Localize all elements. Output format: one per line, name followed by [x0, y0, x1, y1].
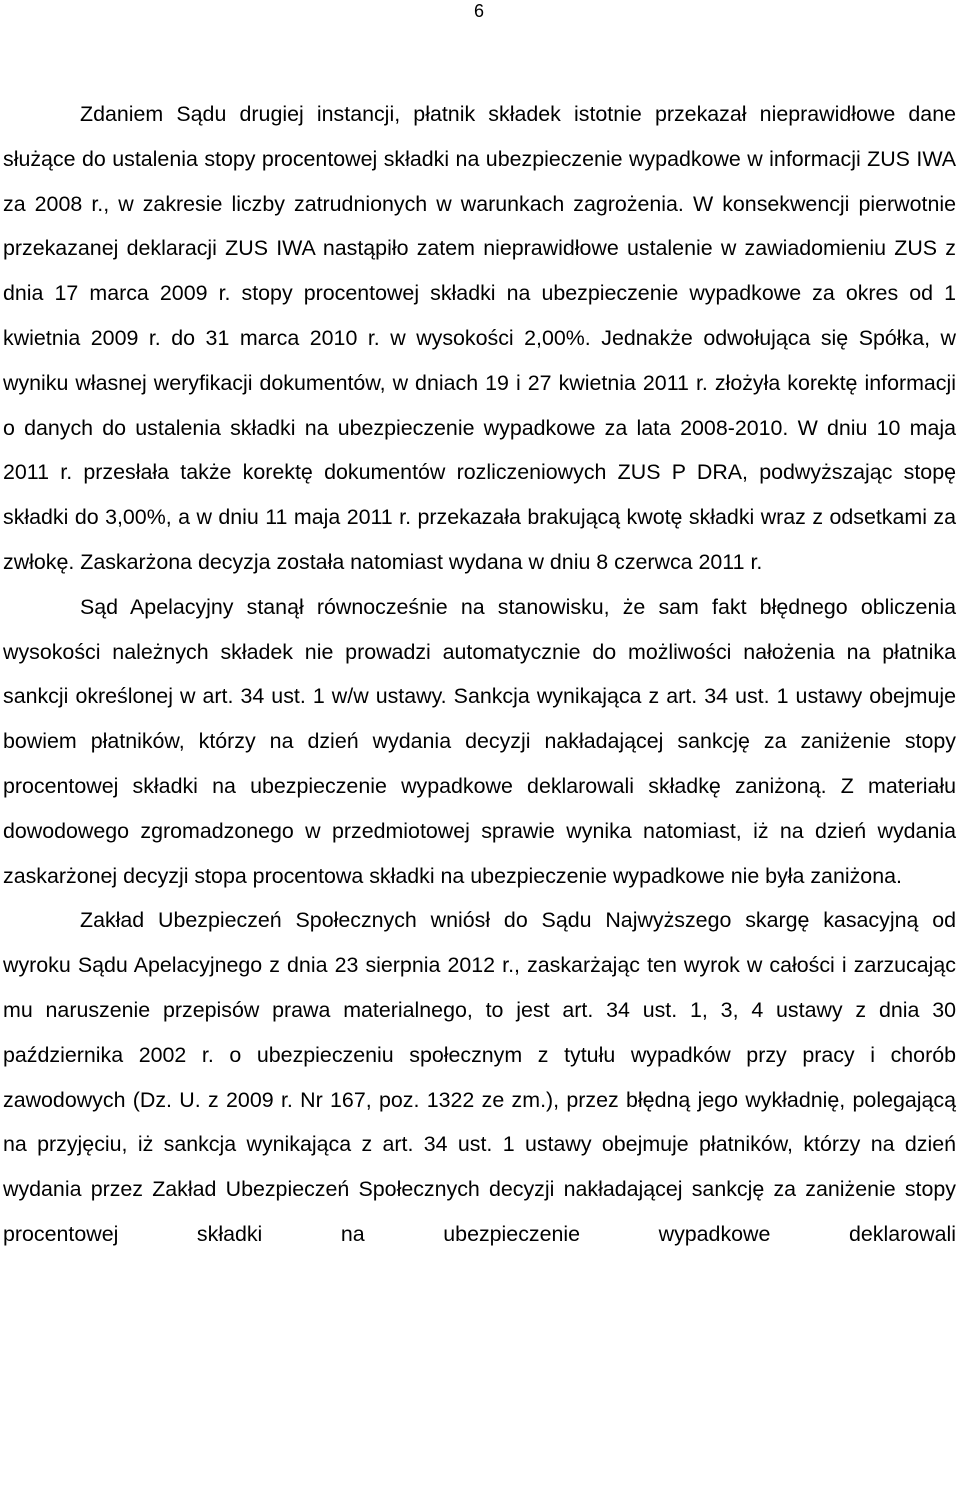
page-number: 6: [474, 1, 485, 21]
paragraph-appellate-court-position: Sąd Apelacyjny stanął równocześnie na stanowisku, że sam fakt błędnego obliczenia wysokości należnych składek nie prowadzi automatycznie do możliwości nałożenia na płatnika sankcji określonej w art. 34 ust. 1 w/w ustawy. Sankcja wynikająca z art. 34 ust. 1 ustawy obejmuje bowiem płatników, którzy na dzień wydania decyzji nakładającej sankcję za zaniżenie stopy procentowej składki na ubezpieczenie wypadkowe deklarowali składkę zaniżoną. Z materiału dowodowego zgromadzonego w przedmiotowej sprawie wynika natomiast, iż na dzień wydania zaskarżonej decyzji stopa procentowa składki na ubezpieczenie wypadkowe nie była zaniżona.: [3, 594, 956, 888]
paragraph-cassation-appeal: Zakład Ubezpieczeń Społecznych wniósł do Sądu Najwyższego skargę kasacyjną od wyroku Sądu Apelacyjnego z dnia 23 sierpnia 2012 r., zaskarżając ten wyrok w całości i zarzucając mu naruszenie przepisów prawa materialnego, to jest art. 34 ust. 1, 3, 4 ustawy z dnia 30 października 2002 r. o ubezpieczeniu społecznym z tytułu wypadków przy pracy i chorób zawodowych (Dz. U. z 2009 r. Nr 167, poz. 1322 ze zm.), przez błędną jego wykładnię, polegającą na przyjęciu, iż sankcja wynikająca z art. 34 ust. 1 ustawy obejmuje płatników, którzy na dzień wydania przez Zakład Ubezpieczeń Społecznych decyzji nakładającej sankcję za zaniżenie stopy procentowej składki na ubezpieczenie wypadkowe deklarowali: [3, 908, 956, 1246]
document-body: [3, 92, 956, 1257]
paragraph-second-instance-court-opinion: Zdaniem Sądu drugiej instancji, płatnik składek istotnie przekazał nieprawidłowe dane służące do ustalenia stopy procentowej składki na ubezpieczenie wypadkowe w informacji ZUS IWA za 2008 r., w zakresie liczby zatrudnionych w warunkach zagrożenia. W konsekwencji pierwotnie przekazanej deklaracji ZUS IWA nastąpiło zatem nieprawidłowe ustalenie w zawiadomieniu ZUS z dnia 17 marca 2009 r. stopy procentowej składki na ubezpieczenie wypadkowe za okres od 1 kwietnia 2009 r. do 31 marca 2010 r. w wysokości 2,00%. Jednakże odwołująca się Spółka, w wyniku własnej weryfikacji dokumentów, w dniach 19 i 27 kwietnia 2011 r. złożyła korektę informacji o danych do ustalenia składki na ubezpieczenie wypadkowe za lata 2008-2010. W dniu 10 maja 2011 r. przesłała także korektę dokumentów rozliczeniowych ZUS P DRA, podwyższając stopę składki do 3,00%, a w dniu 11 maja 2011 r. przekazała brakującą kwotę składki wraz z odsetkami za zwłokę. Zaskarżona decyzja została natomiast wydana w dniu 8 czerwca 2011 r.: [3, 102, 956, 574]
